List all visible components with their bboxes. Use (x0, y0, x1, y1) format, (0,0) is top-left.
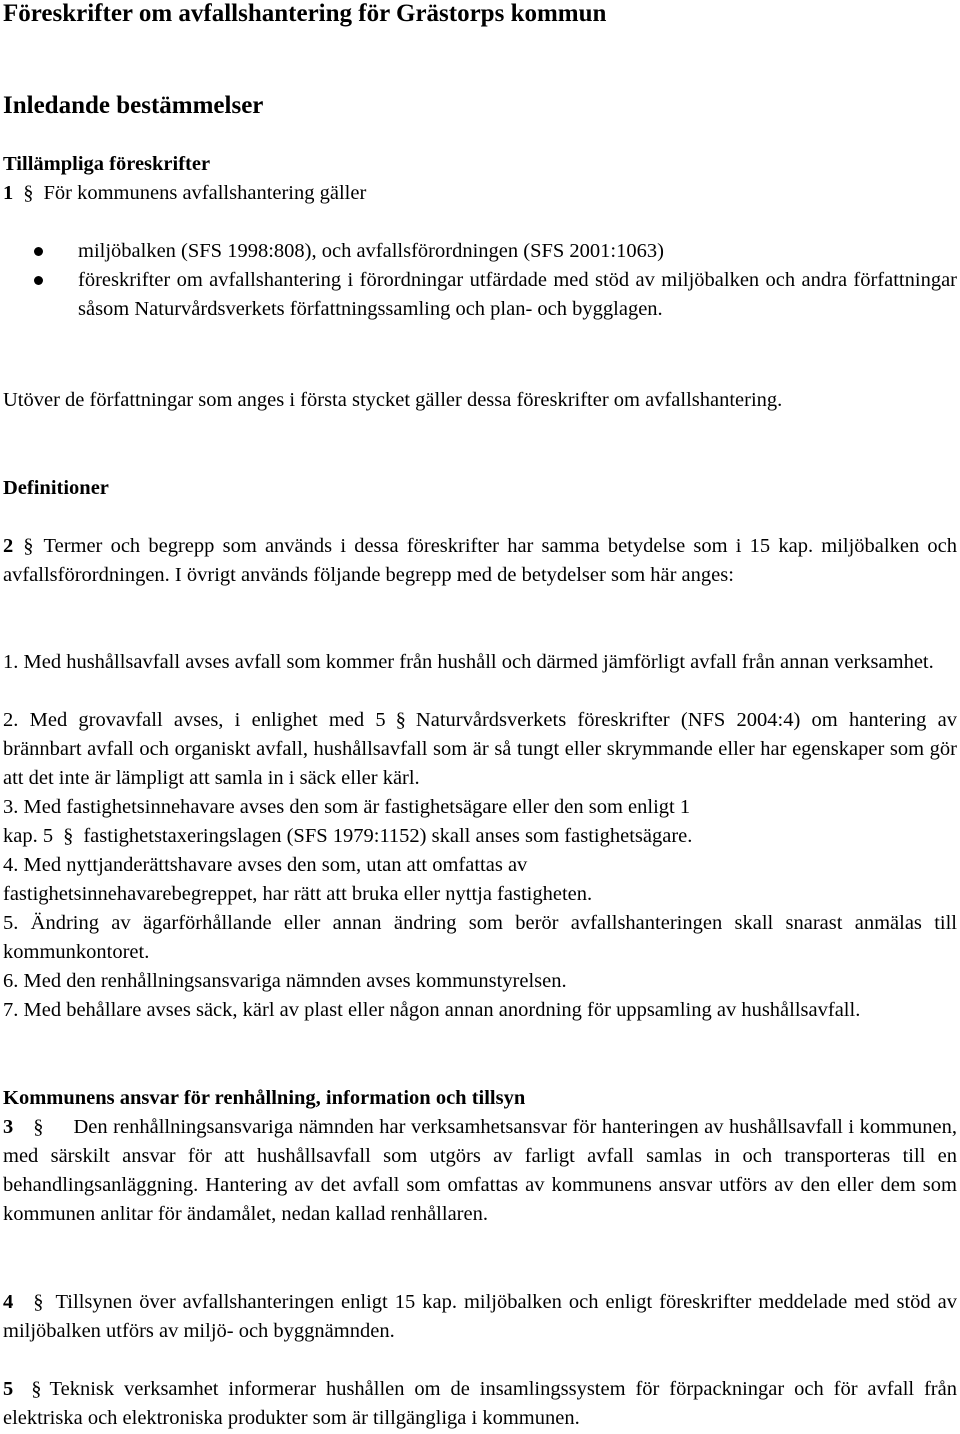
section-sign: § (31, 1378, 42, 1400)
intro-heading: Inledande bestämmelser (3, 92, 264, 119)
definition-2-part-a: 2. Med grovavfall avses, i enlighet med 5 (3, 709, 386, 731)
definition-1: 1. Med hushållsavfall avses avfall som kommer från hushåll och därmed jämförligt avfall från annan verksamhet. (3, 651, 934, 673)
section-sign: § (33, 1116, 44, 1138)
definition-3-line-1: 3. Med fastighetsinnehavare avses den som är fastighetsägare eller den som enligt 1 (3, 796, 691, 818)
section-5-body: Teknisk verksamhet informerar hushållen om de insamlingssystem för förpackningar och för avfall från elektriska och elektroniska produkter som är tillgängliga i kommunen. (3, 1378, 957, 1429)
definition-4-line-2: fastighetsinnehavarebegreppet, har rätt att bruka eller nyttja fastigheten. (3, 883, 593, 905)
definition-5: 5. Ändring av ägarförhållande eller annan ändring som berör avfallshanteringen skall snarast anmälas till kommunkontoret. (3, 912, 957, 963)
section-3-number: 3 (3, 1116, 14, 1138)
definition-3-line-2 (3, 822, 957, 851)
definition-4-line-1: 4. Med nyttjanderättshavare avses den som, utan att omfattas av (3, 854, 528, 876)
definition-2-part-b: Naturvårdsverkets föreskrifter (NFS 2004:4) om hantering av brännbart avfall och organiskt avfall, hushållsavfall som är så tungt eller skrymmande eller har egenskaper som gör att det inte är lämpligt att samla in i säck eller kärl. (3, 709, 957, 789)
definition-2 (3, 706, 957, 793)
section-2-number: 2 (3, 535, 14, 557)
document-title: Föreskrifter om avfallshantering för Grästorps kommun (3, 0, 607, 27)
section-sign: § (23, 182, 34, 204)
section-4-number: 4 (3, 1291, 14, 1313)
definition-7: 7. Med behållare avses säck, kärl av plast eller någon annan anordning för uppsamling av hushållsavfall. (3, 999, 861, 1021)
section-sign: § (33, 1291, 44, 1313)
section-sign: § (23, 535, 34, 557)
section-1-number: 1 (3, 182, 14, 204)
section-4-text (3, 1288, 957, 1346)
bullet-icon (34, 247, 43, 256)
definition-3-part-c: fastighetstaxeringslagen (SFS 1979:1152) skall anses som fastighetsägare. (83, 825, 693, 847)
section-1-lead (3, 179, 957, 208)
list-item (3, 266, 957, 324)
section-1-bullet-list (3, 237, 957, 324)
section-1-heading: Tillämpliga föreskrifter (3, 153, 211, 175)
section-3-text (3, 1113, 957, 1229)
section-5-text (3, 1375, 957, 1433)
definition-6: 6. Med den renhållningsansvariga nämnden avses kommunstyrelsen. (3, 970, 567, 992)
section-5-number: 5 (3, 1378, 14, 1400)
list-item-text: föreskrifter om avfallshantering i förordningar utfärdade med stöd av miljöbalken och andra författningar såsom Naturvårdsverkets författningssamling och plan- och bygglagen. (78, 269, 957, 320)
section-2-text (3, 532, 957, 590)
list-item (3, 237, 957, 266)
section-1-lead-text: För kommunens avfallshantering gäller (43, 182, 367, 204)
section-4-body: Tillsynen över avfallshanteringen enligt 15 kap. miljöbalken och enligt föreskrifter meddelade med stöd av miljöbalken utförs av miljö- och byggnämnden. (3, 1291, 957, 1342)
definition-3-part-b: kap. 5 (3, 825, 54, 847)
section-sign: § (395, 709, 406, 731)
section-2-heading: Definitioner (3, 477, 109, 499)
section-2-body: Termer och begrepp som används i dessa föreskrifter har samma betydelse som i 15 kap. miljöbalken och avfallsförordningen. I övrigt används följande begrepp med de betydelser som här anges: (3, 535, 957, 586)
list-item-text: miljöbalken (SFS 1998:808), och avfallsförordningen (SFS 2001:1063) (78, 240, 664, 262)
section-3-body: Den renhållningsansvariga nämnden har verksamhetsansvar för hanteringen av hushållsavfall i kommunen, med särskilt ansvar för att hushållsavfall som utgörs av farligt avfall samlas in och transporteras till en behandlingsanläggning. Hantering av det avfall som omfattas av kommunens ansvar utförs av den eller dem som kommunen anlitar för ändamålet, nedan kallad renhållaren. (3, 1116, 957, 1225)
bullet-icon (34, 276, 43, 285)
section-3-heading: Kommunens ansvar för renhållning, information och tillsyn (3, 1087, 526, 1109)
section-sign: § (63, 825, 74, 847)
section-1-paragraph: Utöver de författningar som anges i första stycket gäller dessa föreskrifter om avfallshantering. (3, 389, 783, 411)
